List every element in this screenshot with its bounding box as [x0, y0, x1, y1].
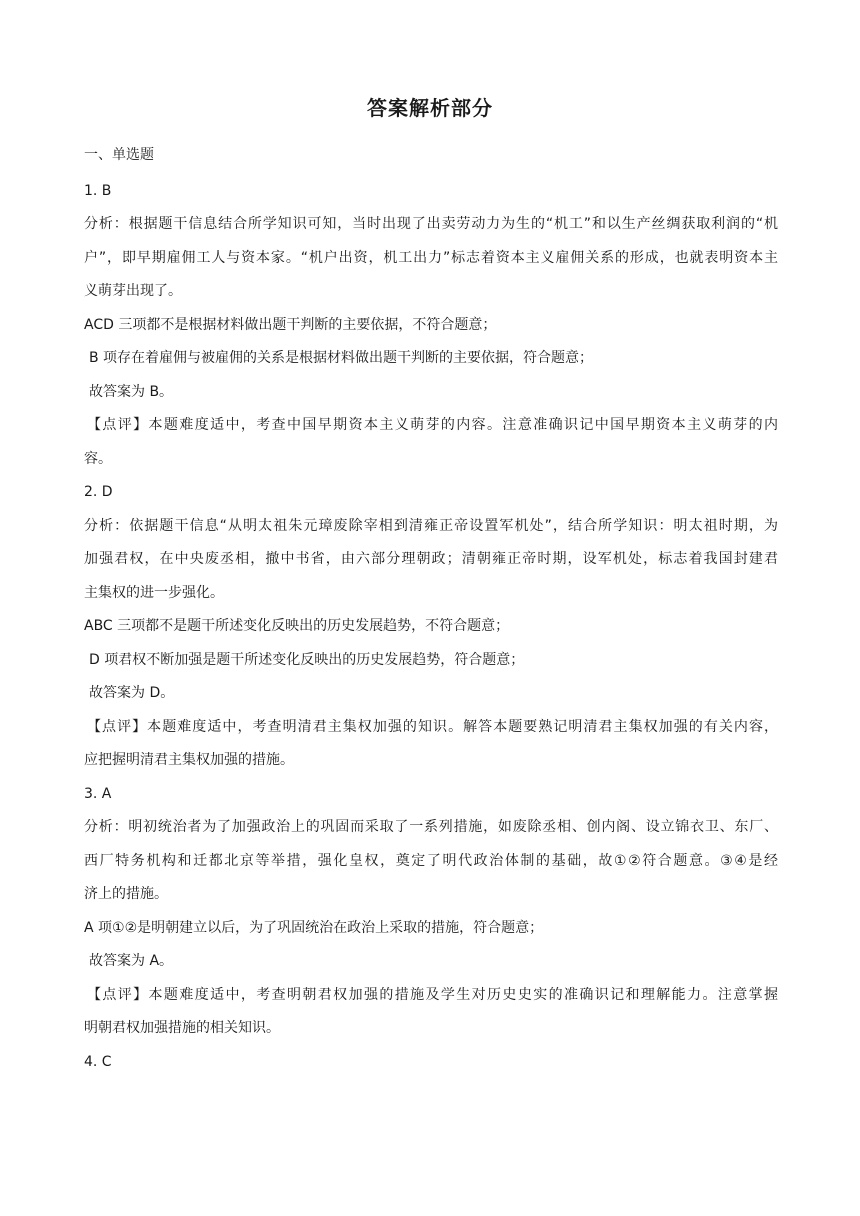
question-4-block	[84, 1049, 778, 1076]
question-3-conclusion: 故答案为 A。	[89, 953, 174, 969]
question-2-analysis-line-2: 加强君权，在中央废丞相，撤中书省，由六部分理朝政；清朝雍正帝时期，设军机处，标志着我国封建君	[84, 551, 778, 567]
answer-content	[84, 142, 778, 1075]
question-2-analysis-line-3: 主集权的进一步强化。	[84, 584, 224, 601]
question-3-analysis-line-1: 分析：明初统治者为了加强政治上的巩固而采取了一系列措施，如废除丞相、创内阁、设立锦衣卫、东厂、	[84, 819, 778, 835]
question-1-option-note-1: ACD 三项都不是根据材料做出题干判断的主要依据，不符合题意；	[84, 316, 497, 333]
question-3-comment-line-1: 【点评】本题难度适中，考查明朝君权加强的措施及学生对历史史实的准确识记和理解能力。注意掌握	[87, 986, 778, 1003]
question-2-comment-line-1: 【点评】本题难度适中，考查明清君主集权加强的知识。解答本题要熟记明清君主集权加强的有关内容，	[87, 718, 778, 735]
question-1-analysis-line-3: 义萌芽出现了。	[84, 283, 182, 299]
question-1-block	[84, 178, 778, 473]
question-2-conclusion: 故答案为 D。	[89, 685, 175, 701]
page-title: 答案解析部分	[367, 96, 493, 120]
question-3-comment-line-2: 明朝君权加强措施的相关知识。	[84, 1020, 280, 1036]
question-2-comment-line-2: 应把握明清君主集权加强的措施。	[84, 752, 294, 768]
question-2-block	[84, 479, 778, 774]
question-2-option-note-2: D 项君权不断加强是题干所述变化反映出的历史发展趋势，符合题意；	[89, 651, 525, 668]
question-1-comment-line-1: 【点评】本题难度适中，考查中国早期资本主义萌芽的内容。注意准确识记中国早期资本主义萌芽的内	[87, 417, 778, 433]
question-2-analysis-line-1: 分析：依据题干信息“从明太祖朱元璋废除宰相到清雍正帝设置军机处”，结合所学知识：明太祖时期，为	[84, 517, 778, 534]
question-3-option-note-1: A 项①②是明朝建立以后，为了巩固统治在政治上采取的措施，符合题意；	[84, 919, 544, 936]
section-heading: 一、单选题	[84, 147, 154, 163]
question-2-option-note-1: ABC 三项都不是题干所述变化反映出的历史发展趋势，不符合题意；	[84, 618, 510, 634]
question-1-analysis-line-2: 户”，即早期雇佣工人与资本家。“机户出资，机工出力”标志着资本主义雇佣关系的形成，也就表明资本主	[84, 249, 778, 266]
question-3-analysis-line-2: 西厂特务机构和迁都北京等举措，强化皇权，奠定了明代政治体制的基础，故①②符合题意。③④是经	[84, 852, 778, 869]
question-1-option-note-2: B 项存在着雇佣与被雇佣的关系是根据材料做出题干判断的主要依据，符合题意；	[89, 350, 594, 366]
question-1-conclusion: 故答案为 B。	[89, 383, 174, 400]
question-3-analysis-line-3: 济上的措施。	[84, 886, 168, 902]
question-1-answer: 1. B	[84, 182, 112, 199]
question-3-answer: 3. A	[84, 785, 112, 802]
question-1-analysis-line-1: 分析：根据题干信息结合所学知识可知，当时出现了出卖劳动力为生的“机工”和以生产丝绸获取利润的“机	[84, 216, 778, 232]
question-2-answer: 2. D	[84, 484, 113, 500]
question-1-comment-line-2: 容。	[84, 450, 112, 467]
question-4-answer: 4. C	[84, 1053, 112, 1070]
question-3-block	[84, 781, 778, 1042]
